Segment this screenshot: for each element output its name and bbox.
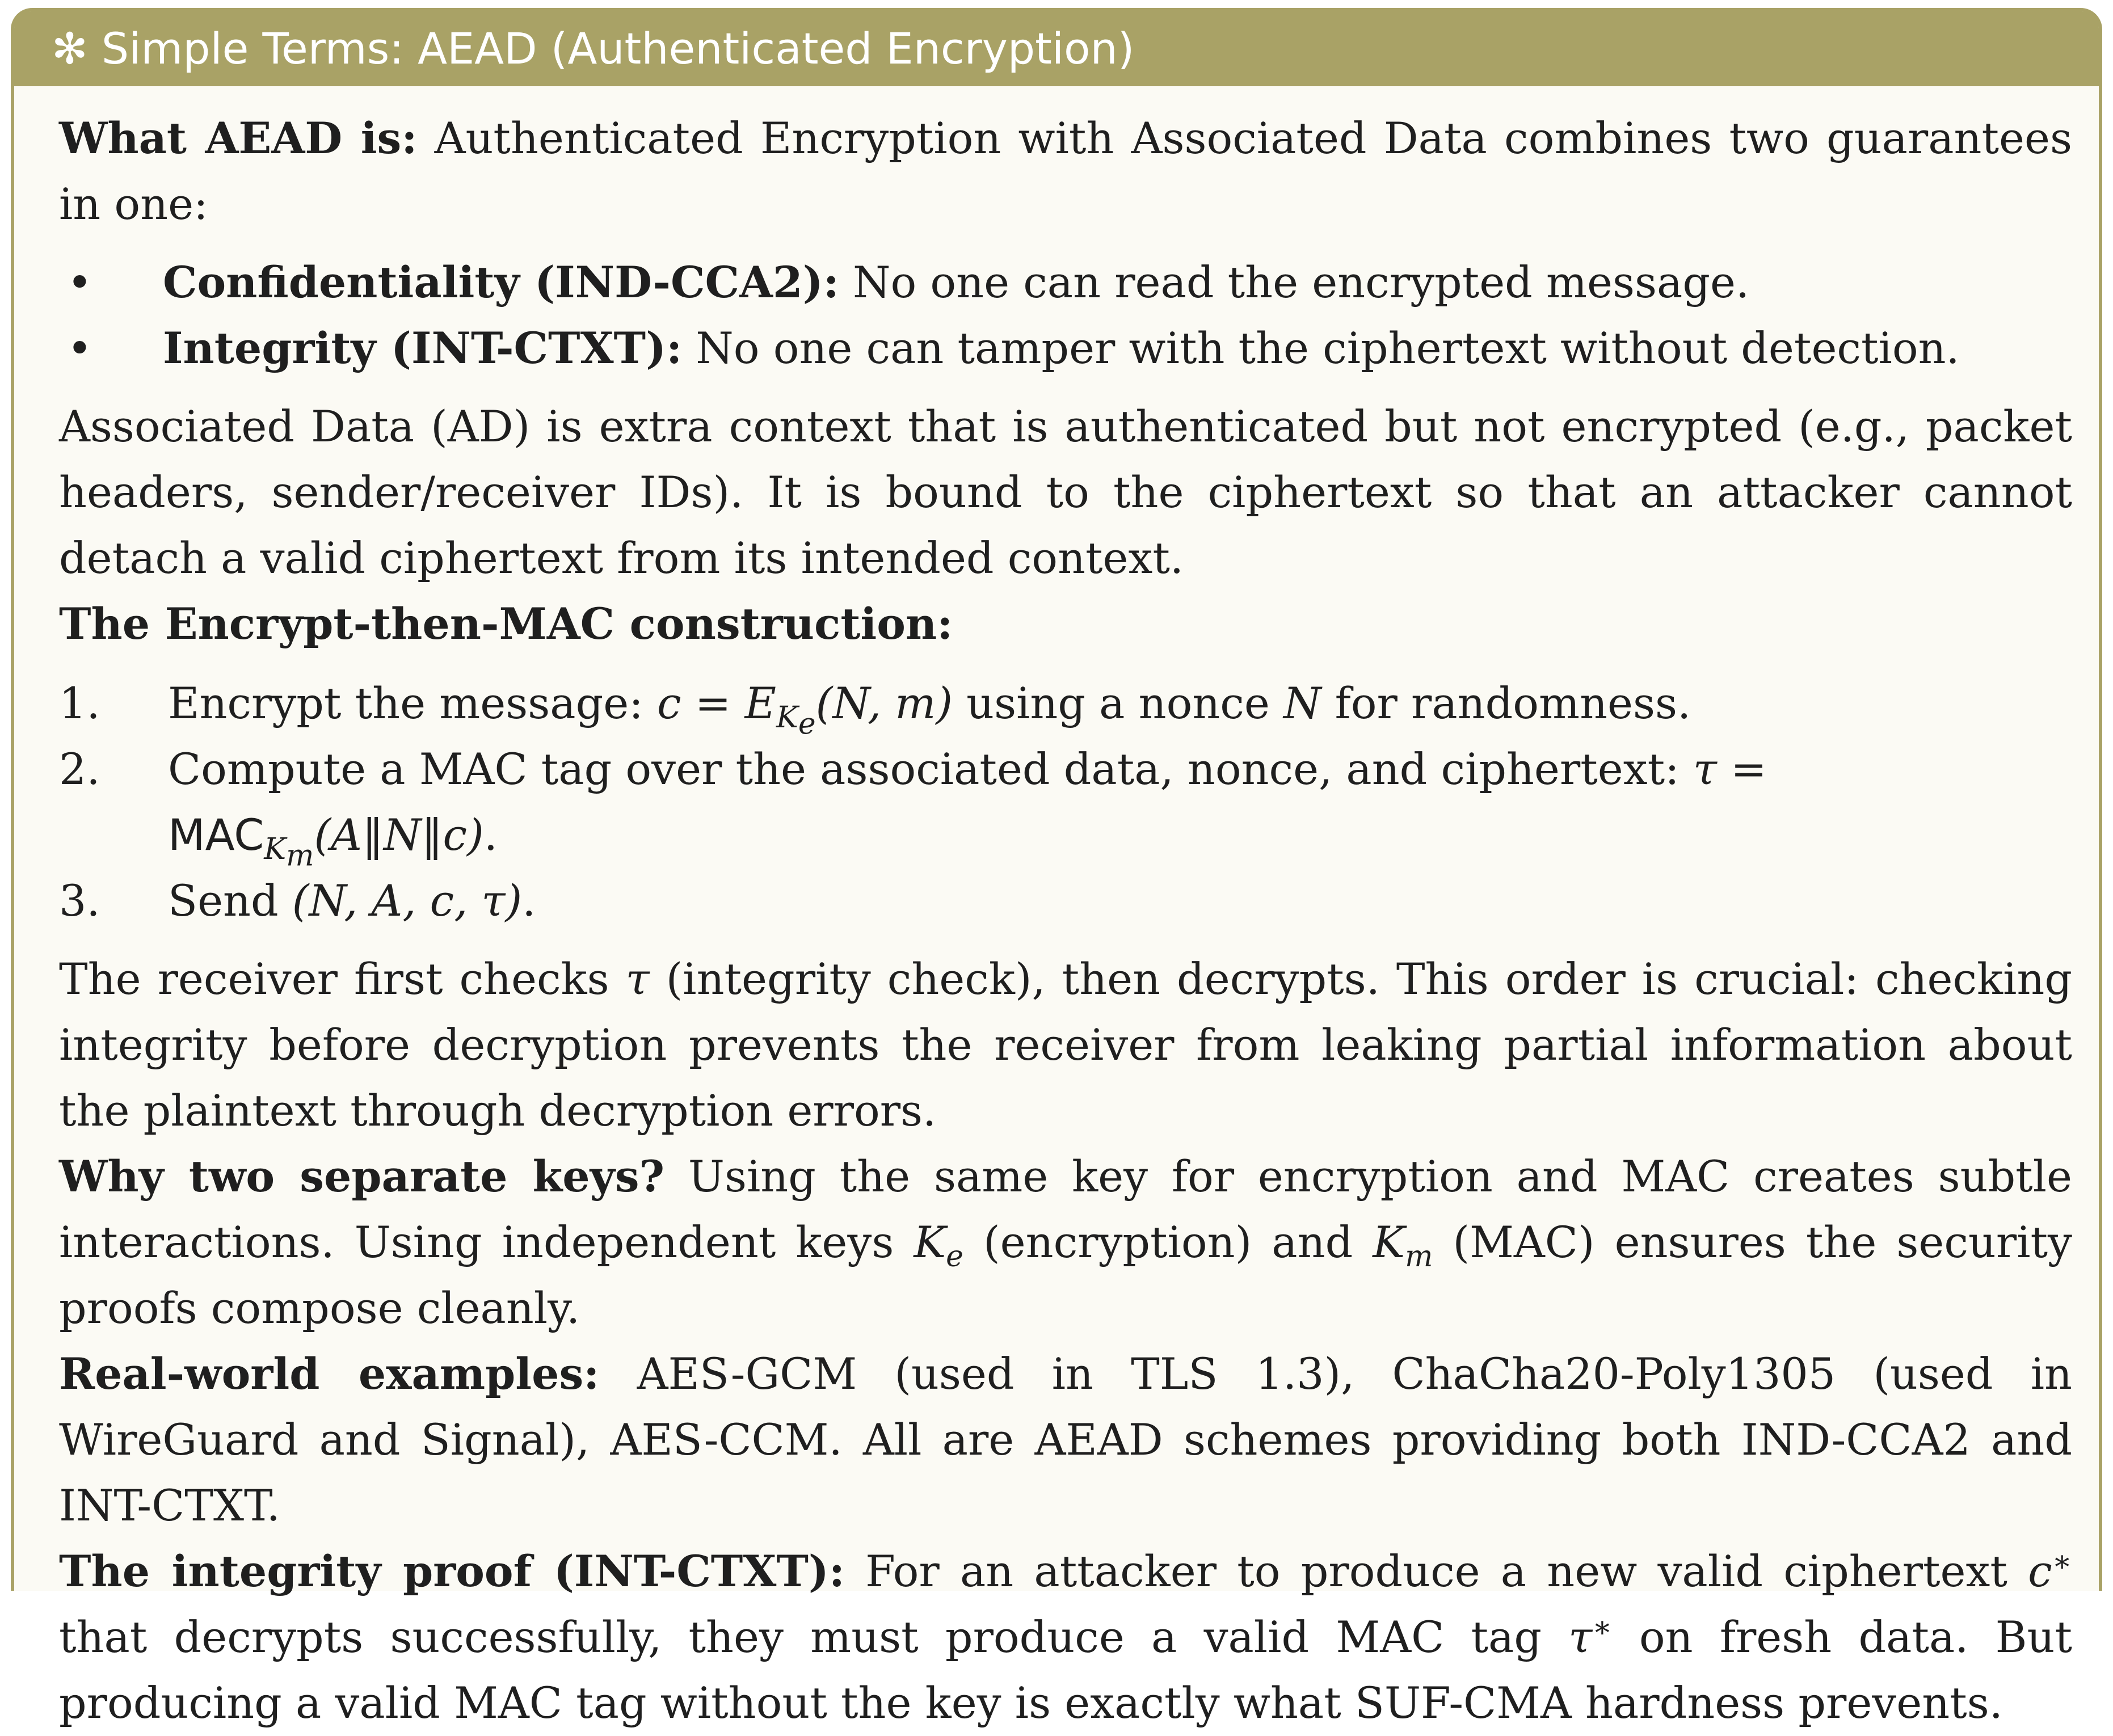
step-text: for randomness. <box>1321 678 1691 728</box>
bullet-lead: Confidentiality (IND-CCA2): <box>163 257 839 307</box>
step-number: 1. <box>59 678 100 728</box>
construction-heading: The Encrypt-then-MAC construction: <box>59 599 953 649</box>
paragraph-text: Using the same key for encryption and MAC creates subtle interactions. Using independent keys <box>59 1151 2073 1267</box>
formula-variable: N <box>1283 678 1321 728</box>
formula: (N, A, c, τ) <box>292 875 523 926</box>
list-item <box>59 868 2072 934</box>
formula-variable: c <box>2028 1546 2052 1596</box>
formula-mac: MAC <box>168 810 264 860</box>
aead-callout-box <box>11 8 2102 1728</box>
formula-subscript: K <box>776 701 798 735</box>
formula: (A‖N‖c) <box>314 810 484 860</box>
paragraph-text: on fresh data. But producing a valid MAC tag without the key is exactly what SUF-CMA hardness prevents. <box>59 1612 2073 1728</box>
formula: c = E <box>656 678 777 728</box>
intro-paragraph <box>59 106 2072 237</box>
paragraph-text: (encryption) and <box>963 1217 1373 1267</box>
formula-subscript: m <box>286 838 314 873</box>
list-item <box>59 671 2072 741</box>
formula-subscript: m <box>1405 1240 1433 1274</box>
proof-lead: The integrity proof (INT-CTXT): <box>59 1546 845 1596</box>
formula-subscript: K <box>264 832 287 867</box>
step-text: Compute a MAC tag over the associated data, nonce, and ciphertext: <box>168 744 1693 794</box>
callout-body <box>59 106 2072 1736</box>
formula: (N, m) <box>815 678 953 728</box>
paragraph-text: The receiver first checks <box>59 954 626 1004</box>
paragraph-text: (integrity check), then decrypts. This order is crucial: checking integrity before decryption prevents the receiver from leaking partial information about the plaintext through decryption errors. <box>59 954 2072 1136</box>
associated-data-paragraph: Associated Data (AD) is extra context that is authenticated but not encrypted (e.g., packet headers, sender/receiver IDs). It is bound to the ciphertext so that an attacker cannot detach a valid ciphertext from its intended context. <box>59 401 2072 583</box>
formula: τ = <box>1693 744 1767 794</box>
paragraph-text: that decrypts successfully, they must produce a valid MAC tag <box>59 1612 1569 1662</box>
bullet-lead: Integrity (INT-CTXT): <box>163 323 683 373</box>
examples-paragraph <box>59 1341 2072 1539</box>
list-item <box>59 736 2072 873</box>
proof-paragraph <box>59 1539 2072 1736</box>
step-text: . <box>522 875 536 926</box>
formula-variable: K <box>914 1217 946 1267</box>
paragraph-text: For an attacker to produce a new valid ciphertext <box>844 1546 2028 1596</box>
intro-text: Authenticated Encryption with Associated Data combines two guarantees in one: <box>59 113 2072 229</box>
intro-lead: What AEAD is: <box>59 113 418 163</box>
paragraph-text: (MAC) ensures the security proofs compose cleanly. <box>59 1217 2072 1333</box>
list-item <box>59 250 2072 315</box>
formula-variable: τ <box>1568 1612 1593 1662</box>
step-text: Send <box>168 875 292 926</box>
formula-subscript: e <box>798 707 816 741</box>
formula-superscript: ∗ <box>2052 1544 2073 1579</box>
list-item <box>59 315 2072 381</box>
step-text: Encrypt the message: <box>168 678 657 728</box>
bullet-text: No one can tamper with the ciphertext without detection. <box>682 323 1960 373</box>
formula-subscript: e <box>946 1240 963 1274</box>
formula-superscript: ∗ <box>1592 1610 1613 1645</box>
bullet-text: No one can read the encrypted message. <box>839 257 1750 307</box>
receiver-paragraph <box>59 946 2072 1144</box>
callout-title: ✻ Simple Terms: AEAD (Authenticated Encryption) <box>14 11 2099 86</box>
step-number: 2. <box>59 744 100 794</box>
step-text: . <box>483 810 498 860</box>
step-number: 3. <box>59 875 100 926</box>
bullet-mark: • <box>67 257 92 307</box>
bullet-mark: • <box>67 323 92 373</box>
keys-lead: Why two separate keys? <box>59 1151 665 1202</box>
formula-variable: τ <box>625 954 650 1004</box>
guarantee-list <box>59 250 2072 381</box>
construction-steps <box>59 671 2072 934</box>
keys-paragraph <box>59 1144 2072 1341</box>
examples-lead: Real-world examples: <box>59 1349 600 1399</box>
formula-variable: K <box>1373 1217 1405 1267</box>
paragraph-text: AES-GCM (used in TLS 1.3), ChaCha20-Poly1305 (used in WireGuard and Signal), AES-CCM. All are AEAD schemes providing both IND-CCA2 and INT-CTXT. <box>59 1349 2072 1531</box>
step-text: using a nonce <box>953 678 1283 728</box>
